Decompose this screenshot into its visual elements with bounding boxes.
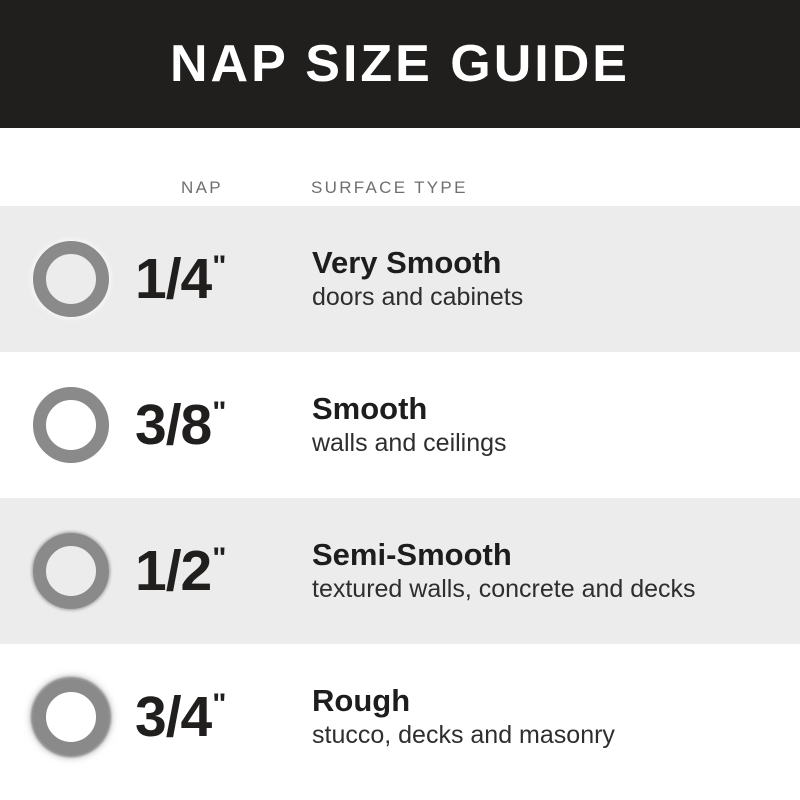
table-row	[0, 498, 800, 644]
nap-size-cell	[135, 246, 310, 311]
surface-description-cell	[310, 391, 800, 460]
nap-size-cell	[135, 684, 310, 749]
surface-title: Smooth	[312, 390, 428, 426]
nap-size-value: 1/4	[135, 246, 212, 311]
roller-nap-ring-icon	[33, 387, 109, 463]
surface-title: Rough	[312, 682, 411, 718]
surface-subtitle: walls and ceilings	[312, 429, 507, 458]
footer-spacer	[0, 790, 800, 800]
column-headers	[0, 128, 800, 206]
nap-size-value: 3/4	[135, 684, 212, 749]
inch-mark: "	[212, 541, 227, 575]
surface-title: Semi-Smooth	[312, 536, 512, 572]
nap-size-cell	[135, 392, 310, 457]
page-title: NAP SIZE GUIDE	[169, 35, 630, 93]
nap-swatch-cell	[0, 206, 135, 352]
nap-swatch-cell	[0, 498, 135, 644]
surface-description-cell	[310, 537, 800, 606]
header-bar	[0, 0, 800, 128]
column-header-surface-type: SURFACE TYPE	[311, 178, 468, 197]
roller-nap-ring-icon	[33, 679, 109, 755]
surface-subtitle: stucco, decks and masonry	[312, 721, 615, 750]
inch-mark: "	[212, 395, 227, 429]
inch-mark: "	[212, 249, 227, 283]
table-row	[0, 644, 800, 790]
surface-subtitle: doors and cabinets	[312, 283, 524, 312]
inch-mark: "	[212, 687, 227, 721]
surface-description-cell	[310, 245, 800, 314]
surface-subtitle: textured walls, concrete and decks	[312, 575, 696, 604]
surface-title: Very Smooth	[312, 244, 502, 280]
roller-nap-ring-icon	[33, 533, 109, 609]
table-row	[0, 206, 800, 352]
nap-swatch-cell	[0, 352, 135, 498]
column-header-nap: NAP	[181, 178, 223, 197]
nap-size-value: 3/8	[135, 392, 212, 457]
surface-description-cell	[310, 683, 800, 752]
roller-nap-ring-icon	[33, 241, 109, 317]
table-row	[0, 352, 800, 498]
nap-swatch-cell	[0, 644, 135, 790]
nap-size-value: 1/2	[135, 538, 212, 603]
nap-size-cell	[135, 538, 310, 603]
